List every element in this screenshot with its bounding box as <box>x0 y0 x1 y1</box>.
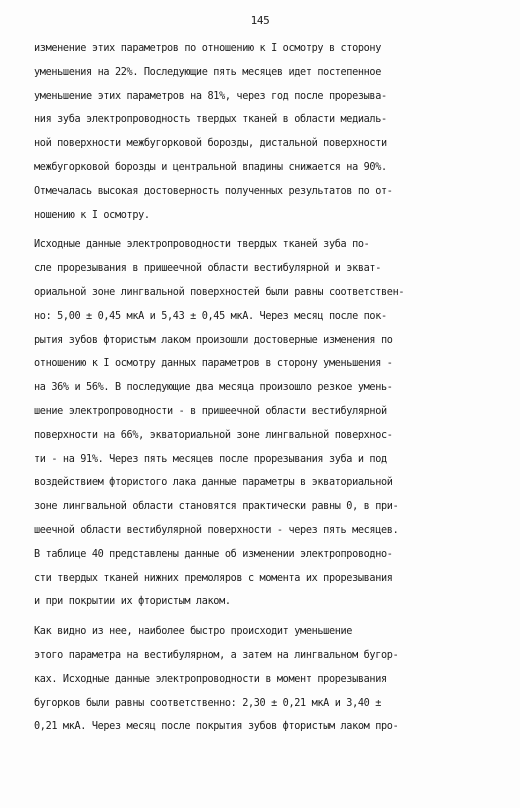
text-line: уменьшение этих параметров на 81%, через год после прорезыва- <box>34 90 387 102</box>
text-line: воздействием фтористого лака данные параметры в экваториальной <box>34 477 393 489</box>
text-line: Как видно из нее, наиболее быстро происходит уменьшение <box>34 626 353 638</box>
paragraph-1 <box>34 37 494 227</box>
text-line: отношению к I осмотру данных параметров в сторону уменьшения - <box>34 358 393 370</box>
text-line: шеечной области вестибулярной поверхности - через пять месяцев. <box>34 524 399 536</box>
text-line: Отмечалась высокая достоверность полученных результатов по от- <box>34 185 393 197</box>
text-line: ной поверхности межбугорковой борозды, дистальной поверхности <box>34 138 387 150</box>
paragraph-2 <box>34 233 494 614</box>
text-line: В таблице 40 представлены данные об изменении электропроводно- <box>34 548 393 560</box>
text-line: ках. Исходные данные электропроводности в момент прорезывания <box>34 673 387 685</box>
text-line: ориальной зоне лингвальной поверхностей были равны соответствен- <box>34 286 405 298</box>
text-line: межбугорковой борозды и центральной впадины снижается на 90%. <box>34 161 387 173</box>
text-line: ношению к I осмотру. <box>34 209 150 221</box>
text-line: сле прорезывания в пришеечной области вестибулярной и экват- <box>34 263 382 275</box>
text-line: но: 5,00 ± 0,45 мкА и 5,43 ± 0,45 мкА. Через месяц после пок- <box>34 310 387 322</box>
text-line: шение электропроводности - в пришеечной области вестибулярной <box>34 405 387 417</box>
text-line: на 36% и 56%. В последующие два месяца произошло резкое умень- <box>34 382 393 394</box>
text-line: ния зуба электропроводность твердых тканей в области медиаль- <box>34 114 387 126</box>
text-line: Исходные данные электропроводности твердых тканей зуба по- <box>34 239 370 251</box>
text-line: сти твердых тканей нижних премоляров с момента их прорезывания <box>34 572 393 584</box>
text-line: рытия зубов фтористым лаком произошли достоверные изменения по <box>34 334 393 346</box>
text-line: и при покрытии их фтористым лаком. <box>34 596 231 608</box>
body-text <box>34 37 494 739</box>
text-line: изменение этих параметров по отношению к I осмотру в сторону <box>34 43 382 54</box>
text-line: поверхности на 66%, экваториальной зоне лингвальной поверхнос- <box>34 429 393 441</box>
text-line: бугорков были равны соответственно: 2,30 ± 0,21 мкА и 3,40 ± <box>34 697 382 709</box>
text-line: этого параметра на вестибулярном, а затем на лингвальном бугор- <box>34 649 399 661</box>
text-line: зоне лингвальной области становятся практически равны 0, в при- <box>34 501 399 513</box>
text-line: 0,21 мкА. Через месяц после покрытия зубов фтористым лаком про- <box>34 721 399 733</box>
paragraph-3 <box>34 620 494 739</box>
page-number: 145 <box>250 14 270 27</box>
text-line: ти - на 91%. Через пять месяцев после прорезывания зуба и под <box>34 453 387 465</box>
text-line: уменьшения на 22%. Последующие пять месяцев идет постепенное <box>34 66 382 78</box>
